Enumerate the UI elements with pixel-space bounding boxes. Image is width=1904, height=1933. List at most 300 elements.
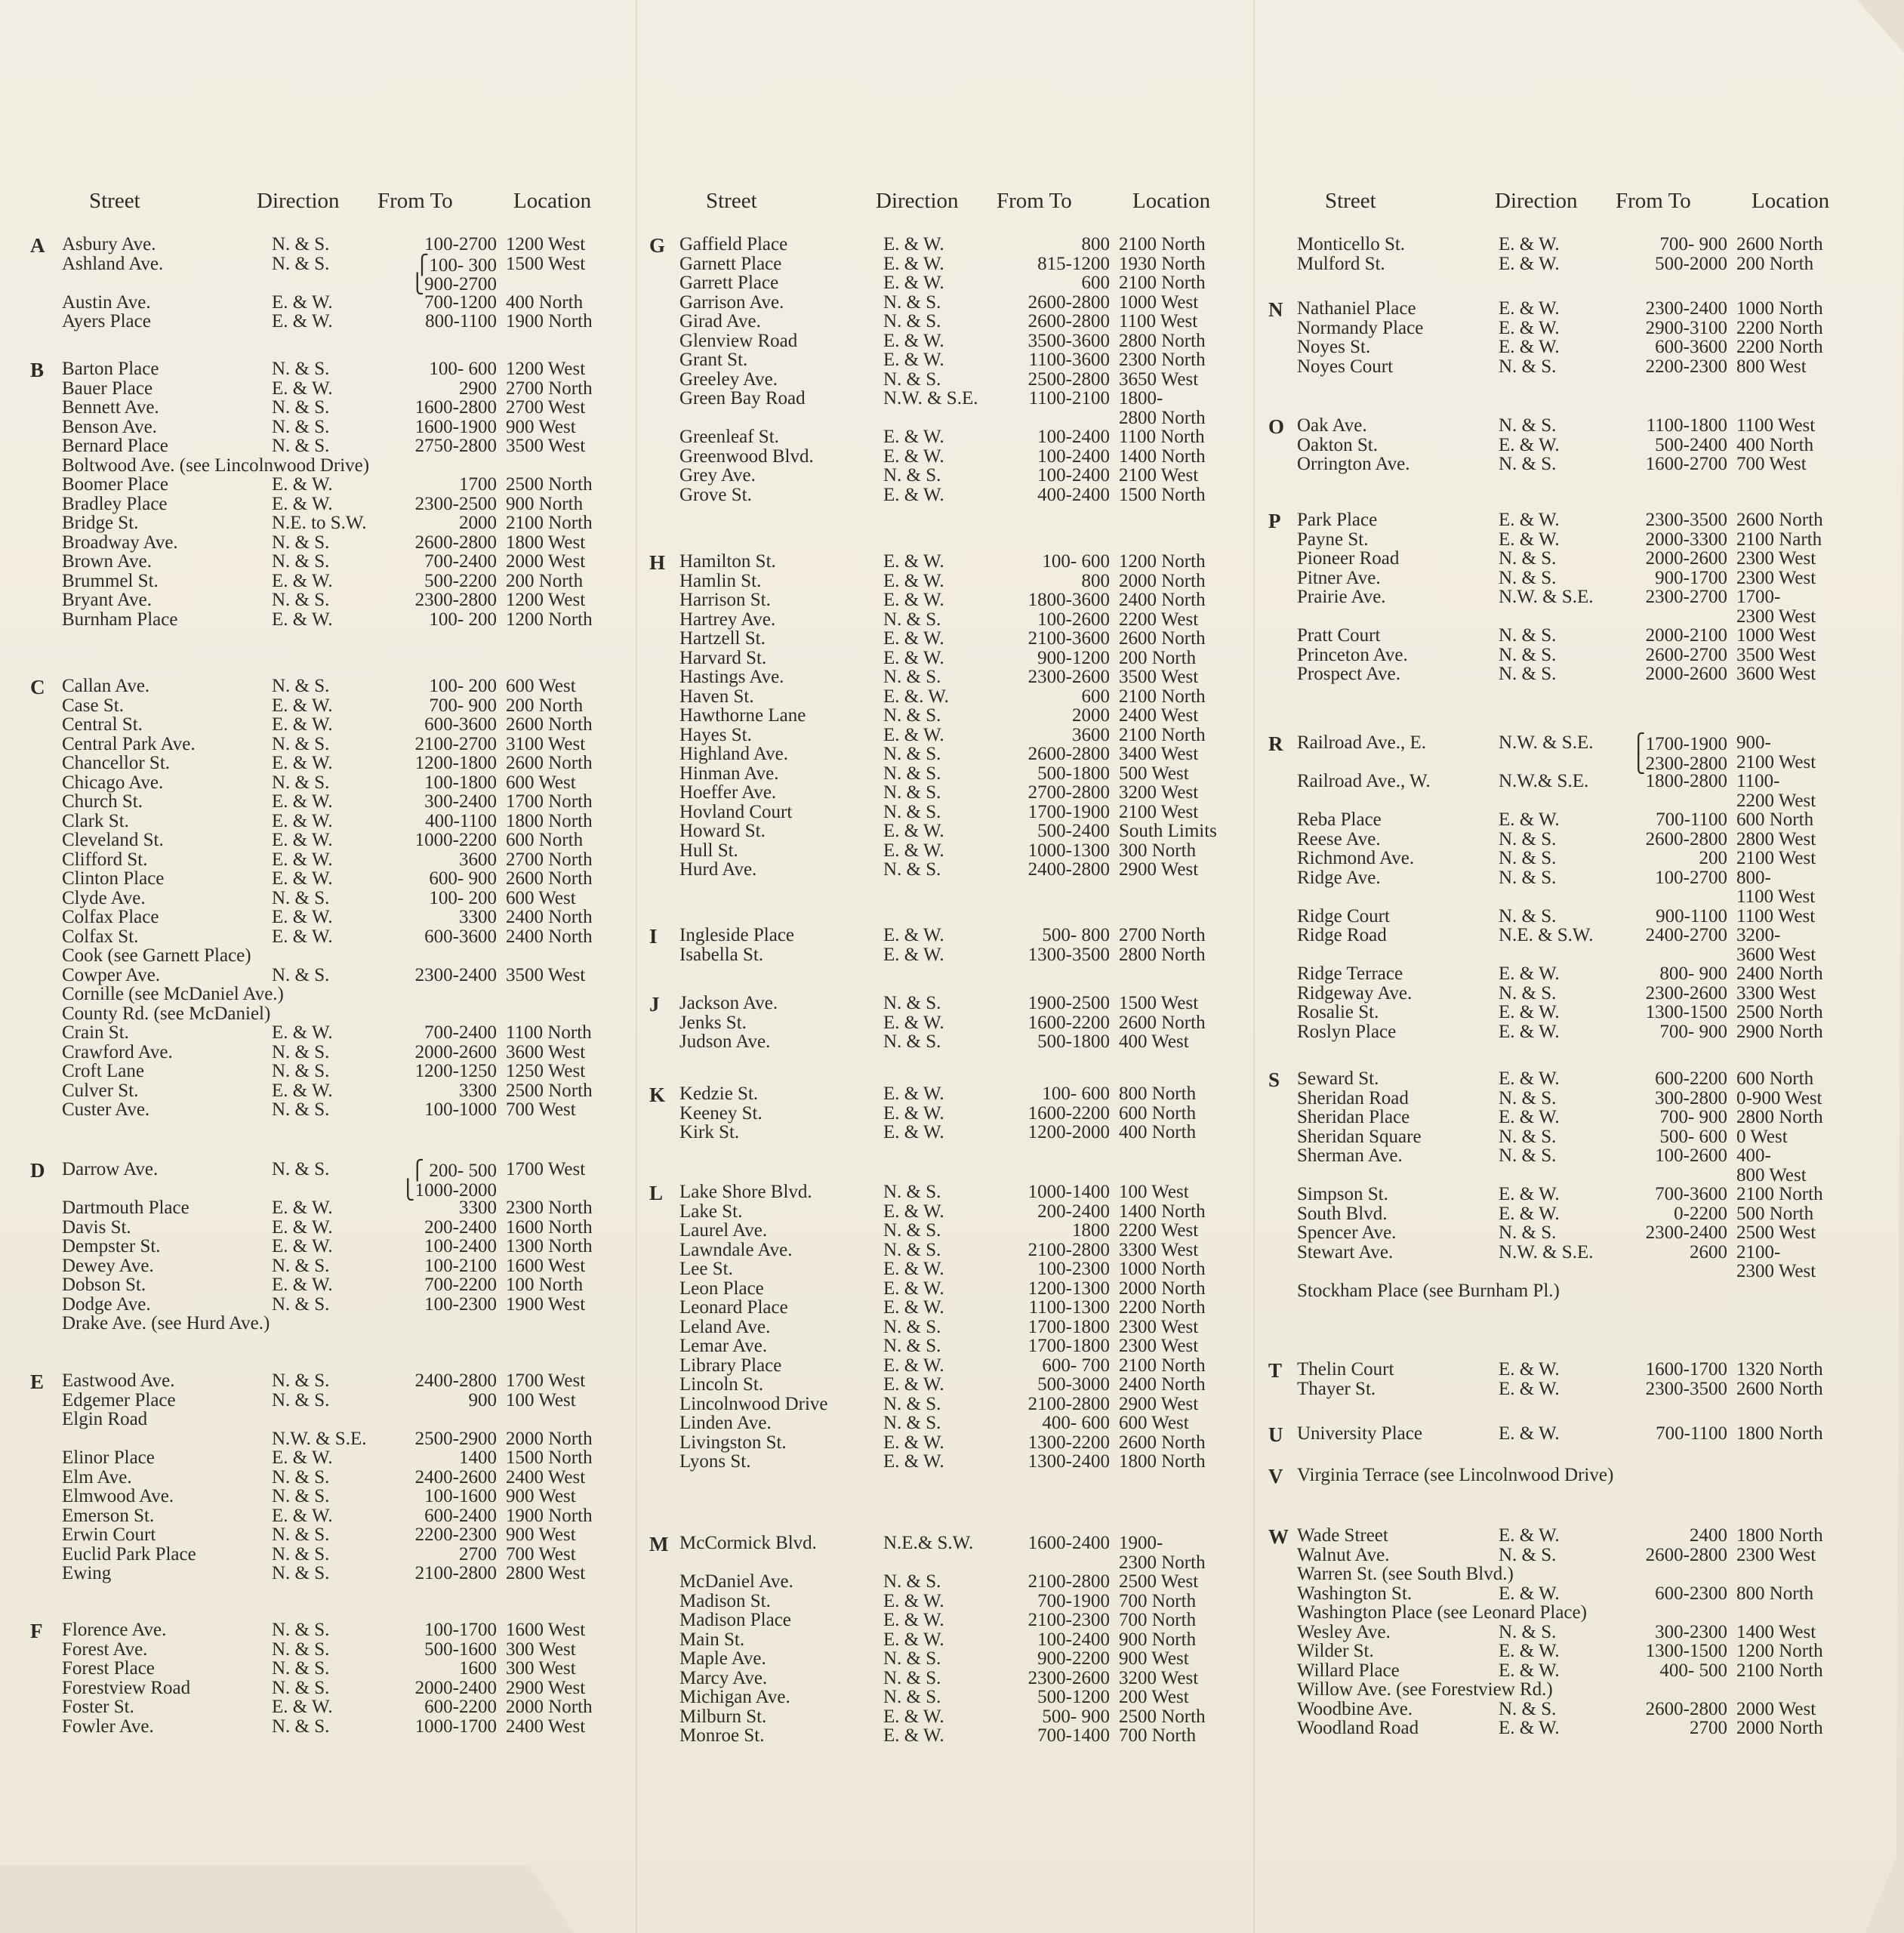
street-name: Railroad Ave., E. [1297,732,1427,753]
number-range: 100- 600 [1042,1084,1110,1104]
header-from-to: From To [377,189,453,213]
street-name: Washington Place (see Leonard Place) [1297,1602,1587,1623]
location: 2700 North [506,378,593,399]
street-entry [1268,548,1857,568]
direction: N. & S. [883,1648,941,1669]
street-entry [649,1220,1246,1240]
street-entry [649,1648,1246,1668]
street-entry [30,888,619,908]
street-name: McDaniel Ave. [679,1571,793,1592]
number-range: 1000-1700 [414,1716,497,1737]
location: 500 West [1119,763,1189,784]
location: 1200 North [506,609,593,630]
direction: N. & S. [1499,1126,1557,1147]
number-range: 1200-2000 [1027,1122,1110,1142]
number-range: 2100-2300 [1027,1610,1110,1630]
number-range: 500-1800 [1037,763,1110,784]
number-range: 3300 [459,1080,497,1101]
number-range: 800 [1081,570,1110,591]
location: 1500 West [506,253,586,274]
street-name: Lemar Ave. [679,1336,768,1356]
direction: N. & S. [1499,1544,1557,1565]
direction: E. & W. [883,1012,944,1033]
street-entry [1268,606,1857,626]
street-entry [649,993,1246,1013]
number-range: 2000-2600 [1645,664,1727,684]
street-name: Drake Ave. (see Hurd Ave.) [62,1313,270,1333]
location: 2900 West [1119,859,1199,880]
location: 1800 North [1736,1525,1823,1546]
street-name: Virginia Terrace (see Lincolnwood Drive) [1297,1465,1614,1485]
location: 2200 North [1736,337,1823,357]
street-entry [649,350,1246,369]
street-entry [1268,1068,1857,1088]
direction: N. & S. [883,993,941,1013]
direction: N. & S. [1499,905,1557,926]
direction: E. & W. [883,647,944,668]
street-entry [649,1629,1246,1649]
direction: E. & W. [272,291,333,313]
number-range: 700-1200 [424,291,497,313]
direction: E. & W. [883,350,944,370]
street-name: Library Place [679,1355,782,1376]
direction: N. & S. [883,744,941,764]
street-entry [649,1706,1246,1726]
location: 2300 West [1736,1544,1816,1565]
location: 900 West [506,1525,576,1545]
street-name: Oak Ave. [1297,415,1367,436]
location: 2100 North [1736,1660,1823,1681]
location: 2300 West [1119,1316,1199,1337]
street-entry [1268,1022,1857,1041]
street-name: Park Place [1297,510,1378,530]
direction: N. & S. [1499,454,1557,474]
street-name: Wilder St. [1297,1641,1374,1661]
location: 800 West [1736,356,1807,377]
section-letter: I [649,925,658,948]
number-range: 700-1100 [1656,809,1727,830]
direction: E. & W. [1499,510,1560,530]
location: 2100 West [1736,848,1816,868]
location: 1400 North [1119,1201,1206,1222]
direction: N.W.& S.E. [1499,771,1589,791]
direction: N. & S. [883,667,941,687]
street-entry [30,1003,619,1023]
street-entry [30,1217,619,1237]
location: 1000 North [1736,298,1823,319]
location: 2100 North [1119,724,1206,745]
street-entry [1268,983,1857,1003]
direction: N. & S. [272,1639,330,1660]
street-name: Sherman Ave. [1297,1145,1403,1166]
number-range: 100-2300 [424,1293,497,1315]
street-name: Clinton Place [62,868,165,889]
section-letter: F [30,1620,43,1642]
location: 2400 West [1119,705,1199,726]
number-range: 1200-1800 [414,753,497,773]
location: 1700 West [506,1370,586,1391]
direction: N. & S. [883,1220,941,1241]
location: 400 West [1119,1031,1189,1052]
street-entry [1268,1204,1857,1223]
street-entry [649,1259,1246,1278]
section-letter: C [30,676,45,698]
section-letter: H [649,551,666,574]
header-street: Street [706,189,757,213]
direction: N. & S. [883,1336,941,1356]
street-entry [1268,1222,1857,1242]
street-entry [649,1278,1246,1298]
street-entry [30,494,619,513]
location: 1800 West [506,532,586,553]
street-entry [649,1432,1246,1452]
number-range: 600- 700 [1042,1355,1110,1376]
street-entry [649,725,1246,745]
header-direction: Direction [257,189,340,213]
number-range: 2300-2700 [1645,587,1727,607]
number-range: ⎩900-2700 [410,274,497,294]
direction: N. & S. [1499,1145,1557,1166]
street-name: Marcy Ave. [679,1667,768,1688]
location: 2400 North [1119,590,1206,610]
number-range: 3300 [459,1198,497,1218]
street-name: Spencer Ave. [1297,1222,1397,1243]
location: 2600 North [506,868,593,889]
street-name: Asbury Ave. [62,234,156,254]
street-entry [1268,415,1857,435]
street-entry [30,926,619,946]
direction: E. & W. [1499,1583,1560,1604]
street-name: Lake St. [679,1201,743,1222]
street-entry [649,234,1246,254]
street-name: Roslyn Place [1297,1021,1397,1042]
street-name: Broadway Ave. [62,532,178,553]
street-entry [1268,254,1857,273]
street-entry [30,753,619,772]
location: 200 North [1119,647,1197,668]
header-location: Location [513,189,592,213]
direction: N. & S. [1499,867,1557,888]
street-entry [649,1725,1246,1745]
location: 900 North [506,493,584,514]
street-entry [1268,1465,1857,1484]
street-name: Boltwood Ave. (see Lincolnwood Drive) [62,455,370,476]
street-name: Church St. [62,791,143,812]
street-entry [649,1201,1246,1221]
location: 1000 West [1736,625,1816,646]
direction: N. & S. [272,1061,330,1081]
location: 600 West [506,887,576,908]
number-range: 500- 600 [1659,1126,1727,1147]
street-name: Mulford St. [1297,253,1385,274]
direction: E. & W. [272,907,333,927]
location: 2600 North [1119,628,1206,649]
direction: E. & W. [272,474,333,495]
location: 100 North [506,1275,584,1295]
number-range: 1600-1700 [1645,1359,1727,1380]
street-name: Prospect Ave. [1297,664,1401,684]
column-header [1268,181,1857,234]
number-range: 1300-3500 [1027,944,1110,965]
street-entry [30,474,619,494]
street-entry [649,945,1246,964]
direction: E. & W. [272,695,333,716]
street-name: Livingston St. [679,1432,787,1453]
number-range: 600-2200 [1655,1068,1727,1089]
number-range: 600-2400 [424,1505,497,1526]
location: 1700 North [506,791,593,812]
number-range: 2500-2800 [1027,368,1110,390]
street-name: Jackson Ave. [679,993,778,1013]
street-name: Warren St. (see South Blvd.) [1297,1564,1514,1584]
number-range: 2300-2800 [414,590,497,610]
section-letter: K [649,1084,666,1106]
location: 800 North [1119,1084,1197,1104]
street-entry [30,1294,619,1314]
street-entry [30,397,619,417]
street-name: Dewey Ave. [62,1255,154,1276]
header-location: Location [1132,189,1211,213]
street-entry [649,1552,1246,1572]
location: 600 North [1119,1102,1197,1124]
street-name: South Blvd. [1297,1203,1388,1224]
number-range: 1100-2100 [1028,388,1110,408]
number-range: 2000 [1072,705,1110,726]
header-direction: Direction [876,189,959,213]
street-name: Bernard Place [62,436,168,456]
street-name: Bauer Place [62,378,153,399]
street-name: Garrison Ave. [679,291,784,313]
location: 2300 West [1736,548,1816,569]
direction: E. & W. [883,821,944,841]
number-range: 2000-2100 [1645,625,1727,646]
street-name: Wesley Ave. [1297,1621,1391,1642]
street-name: Lake Shore Blvd. [679,1182,812,1202]
section-letter: W [1268,1525,1289,1548]
street-name: Foster St. [62,1697,134,1717]
number-range: 1600 [459,1658,497,1679]
location: 2400 North [1119,1374,1206,1395]
street-name: Crain St. [62,1022,129,1043]
location: South Limits [1119,821,1217,841]
street-entry [649,1013,1246,1032]
location: 2400 North [506,926,593,947]
location: 100 West [506,1389,576,1410]
direction: N. & S. [1499,1222,1557,1243]
location: 2100 North [1736,1184,1823,1204]
location: 200 North [506,695,584,716]
number-range: 2600-2800 [414,532,497,553]
direction: E. & W. [883,1451,944,1472]
number-range: 100-1700 [424,1620,497,1640]
number-range: 1100-1300 [1028,1297,1110,1318]
section-letter: R [1268,732,1283,755]
direction: E. & W. [1499,1184,1560,1204]
direction: E. & W. [272,609,333,630]
direction: E. & W. [272,570,333,591]
street-entry [649,1084,1246,1103]
street-entry [1268,1622,1857,1642]
location: 3300 West [1119,1239,1199,1260]
street-name: Normandy Place [1297,317,1424,338]
number-range: 1300-2200 [1027,1432,1110,1453]
street-name: Ridge Road [1297,925,1387,945]
number-range: 2400-2800 [1027,859,1110,880]
street-name: Grove St. [679,484,752,505]
column-header [649,181,1246,234]
location: 2800 West [506,1563,586,1583]
location: 2200 West [1119,1220,1199,1241]
street-name: Ingleside Place [679,925,795,945]
direction: E. & W. [1499,298,1560,319]
street-name: Dempster St. [62,1236,161,1256]
location: 1800 North [1736,1423,1823,1444]
street-name: Lee St. [679,1259,733,1279]
number-range: 1200-1250 [414,1061,497,1081]
direction: N. & S. [1499,1087,1557,1108]
number-range: 1900-2500 [1027,993,1110,1013]
number-range: 2600 [1690,1241,1727,1262]
location: 2100 West [1736,751,1816,772]
number-range: 100- 600 [1042,551,1110,572]
location: 2100 North [1119,234,1206,254]
street-entry [30,1639,619,1659]
street-name: Cornille (see McDaniel Ave.) [62,984,284,1004]
street-entry [30,1179,619,1201]
number-range: 2700 [459,1543,497,1565]
number-range: 2300-2600 [1645,982,1727,1003]
street-entry [649,590,1246,609]
street-entry [1268,1679,1857,1699]
street-name: Bridge St. [62,513,139,533]
direction: N. & S. [272,676,330,696]
direction: E. & W. [272,378,333,399]
street-name: Garnett Place [679,253,782,274]
street-entry [1268,587,1857,606]
number-range: 500-2400 [1655,434,1727,455]
street-entry [1268,298,1857,318]
street-name: University Place [1297,1423,1422,1444]
number-range: 400- 500 [1659,1660,1727,1681]
direction: N. & S. [883,859,941,880]
location: 2100 North [506,513,593,533]
number-range: 600-3600 [1655,337,1727,357]
street-name: Thayer St. [1297,1378,1376,1399]
street-entry [649,1240,1246,1259]
direction: E. & W. [1499,253,1560,274]
location: 2000 West [1736,1698,1816,1719]
number-range: 600-2200 [424,1697,497,1717]
street-name: Hartzell St. [679,628,766,649]
street-entry [649,1336,1246,1355]
street-entry [649,273,1246,292]
street-entry [30,1313,619,1333]
number-range: 700-2200 [424,1275,497,1295]
direction: N. & S. [883,1316,941,1337]
street-name: Ridge Terrace [1297,963,1403,984]
street-name: Haven St. [679,686,754,707]
location: 1000 West [1119,291,1199,313]
direction: N.W. & S.E. [1499,587,1594,607]
section-letter: S [1268,1068,1280,1091]
location: 2400 West [506,1466,586,1488]
number-range: 600-3600 [424,926,497,947]
street-entry [649,1451,1246,1471]
street-name: Nathaniel Place [1297,298,1416,319]
number-range: 200 [1699,848,1727,868]
street-name: Elmwood Ave. [62,1486,174,1506]
street-entry [1268,337,1857,356]
street-entry [1268,356,1857,376]
street-name: Ridge Court [1297,905,1390,926]
street-name: Forestview Road [62,1677,191,1698]
number-range: 3600 [1072,724,1110,745]
street-entry [649,802,1246,822]
street-name: Dobson St. [62,1275,146,1295]
street-name: Noyes Court [1297,356,1394,377]
street-name: Edgemer Place [62,1389,176,1410]
direction: E. & W. [883,1278,944,1299]
number-range: 700-3600 [1655,1184,1727,1204]
direction: N. & S. [1499,828,1557,849]
location: 600 North [506,830,584,850]
location: 600 West [1119,1413,1189,1433]
direction: N. & S. [883,311,941,331]
street-entry [1268,318,1857,338]
street-name: Woodland Road [1297,1718,1419,1738]
street-entry [649,705,1246,725]
street-name: Cook (see Garnett Place) [62,945,251,966]
street-entry [30,984,619,1003]
location: 300 West [506,1639,576,1660]
section-letter: U [1268,1423,1283,1446]
street-entry [649,667,1246,686]
location: 2000 West [506,551,586,572]
direction: E. & W. [883,1102,944,1124]
street-entry [1268,829,1857,849]
location: 700 North [1119,1590,1197,1611]
street-name: Dartmouth Place [62,1198,189,1218]
direction: E. & W. [272,753,333,773]
direction: E. & W. [1499,234,1560,254]
location: 1250 West [506,1061,586,1081]
number-range: 100-2400 [1037,427,1110,447]
fold-line-right [1253,0,1255,1933]
direction: N. & S. [272,1716,330,1737]
street-name: Brummel St. [62,570,159,591]
location: 1100 North [506,1022,592,1043]
street-entry [30,1236,619,1256]
section-letter: D [30,1159,45,1182]
street-entry [30,1198,619,1217]
street-entry [30,1022,619,1042]
direction: N.W. & S.E. [1499,1241,1594,1262]
street-entry [30,1275,619,1294]
street-name: Austin Ave. [62,291,151,313]
street-entry [649,686,1246,706]
direction: N. & S. [883,1182,941,1202]
number-range: 700- 900 [1659,234,1727,254]
street-entry [30,1486,619,1506]
direction: N. & S. [1499,1698,1557,1719]
number-range: 2000 [459,513,497,533]
number-range: 700-1900 [1037,1590,1110,1611]
street-entry [30,1081,619,1100]
location: 3300 West [1736,982,1816,1003]
number-range: 2000-2600 [414,1041,497,1062]
direction: E. & W. [883,1432,944,1453]
street-entry [30,273,619,292]
